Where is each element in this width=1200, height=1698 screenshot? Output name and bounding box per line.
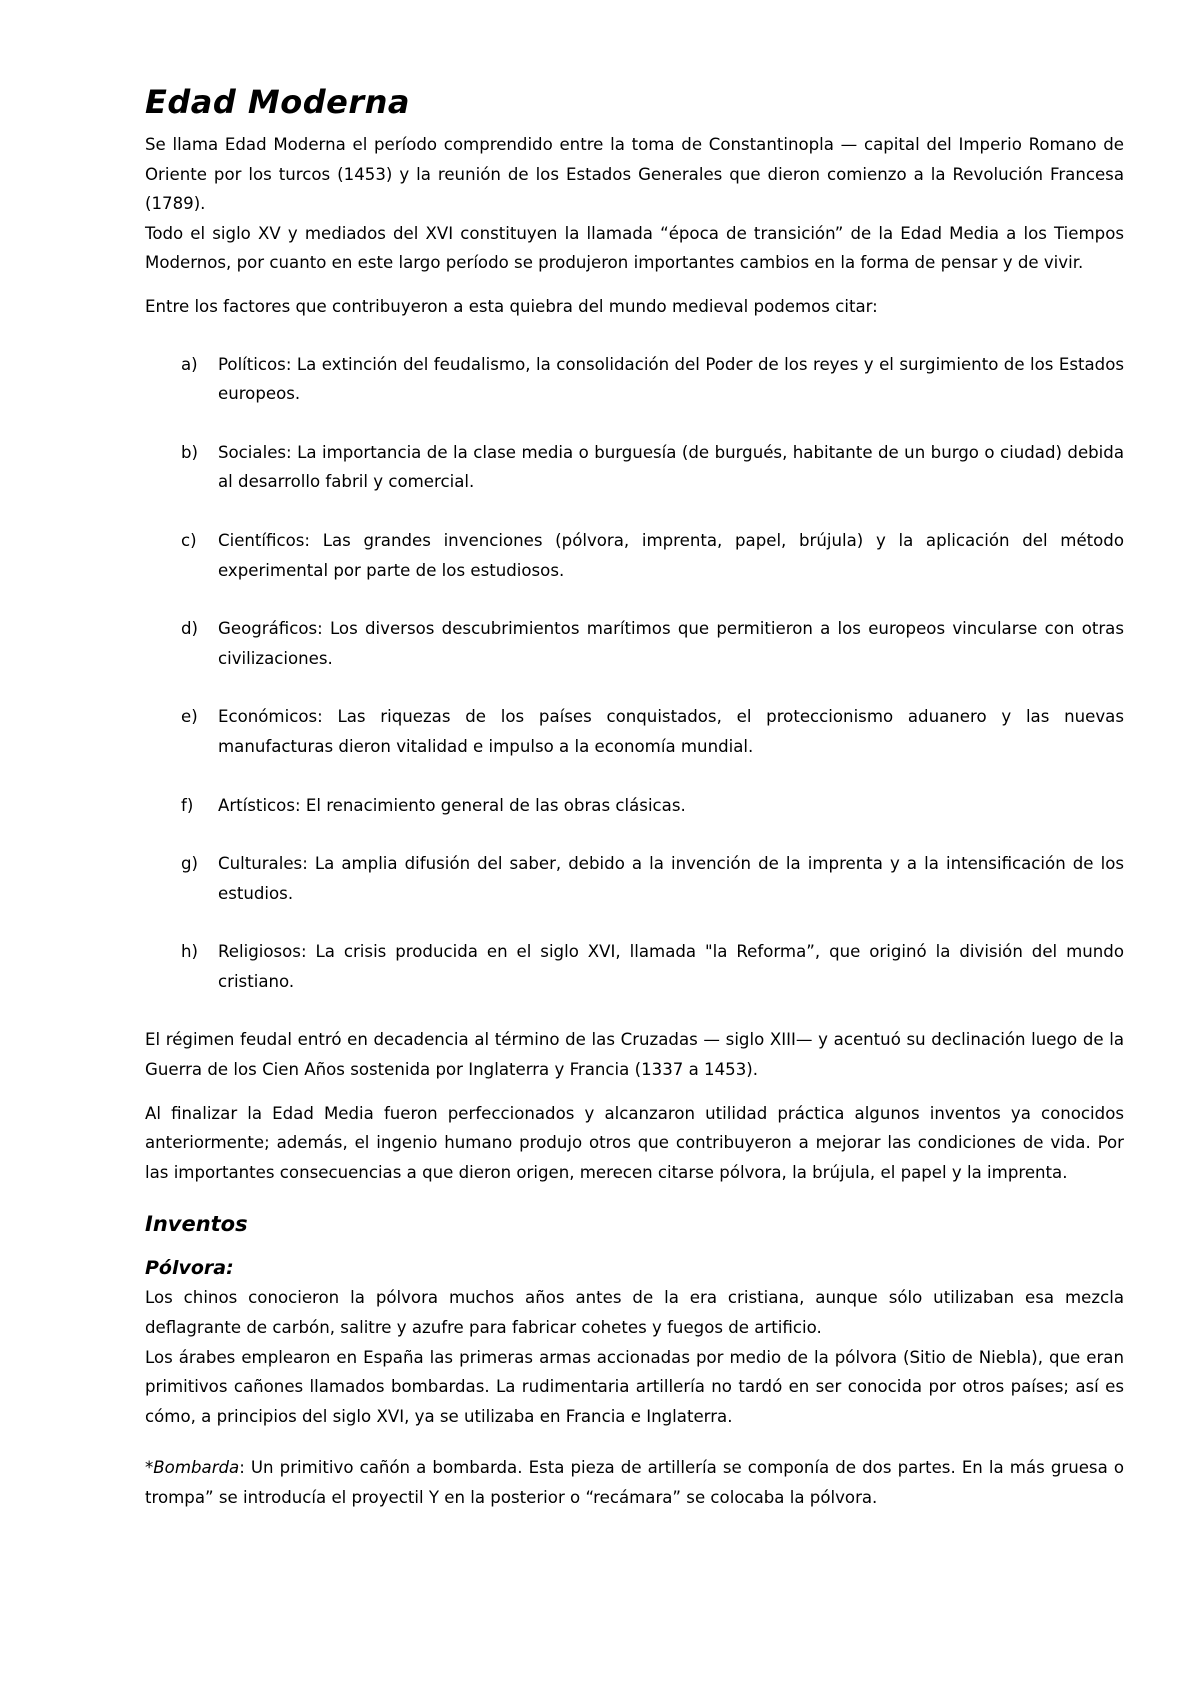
list-marker: h) (181, 942, 198, 962)
factor-text: Las grandes invenciones (pólvora, imprenta, papel, brújula) y la aplicación del método experimental por parte de los estudiosos. (218, 530, 1124, 580)
note-term: *Bombarda (145, 1458, 240, 1478)
factor-label: Sociales: (218, 442, 292, 462)
factor-label: Artísticos: (218, 795, 301, 815)
intro-paragraph-2: Todo el siglo XV y mediados del XVI constituyen la llamada “época de transición” de la Edad Media a los Tiempos Modernos, por cuanto en este largo período se produjeron importantes cambios en la forma de pensar y de vivir. (145, 223, 1124, 273)
list-marker: g) (181, 854, 199, 874)
inventions-paragraph: Al finalizar la Edad Media fueron perfeccionados y alcanzaron utilidad práctica algunos inventos ya conocidos anteriormente; además, el ingenio humano produjo otros que contribuyeron a mejorar las condiciones de vida. Por las importantes consecuencias a que dieron origen, merecen citarse pólvora, la brújula, el papel y la imprenta. (145, 1103, 1124, 1182)
note-text: : Un primitivo cañón a bombarda. Esta pieza de artillería se componía de dos partes. En la más gruesa o trompa” se introducía el proyectil Y en la posterior o “recámara” se colocaba la pólvora. (145, 1458, 1124, 1507)
feudal-paragraph: El régimen feudal entró en decadencia al término de las Cruzadas — siglo XIII— y acentuó su declinación luego de la Guerra de los Cien Años sostenida por Inglaterra y Francia (1337 a 1453). (145, 1030, 1124, 1080)
factor-label: Científicos: (218, 530, 311, 550)
page-title: Edad Moderna (145, 83, 410, 121)
list-item (145, 702, 1124, 761)
bombarda-note (145, 1453, 1124, 1512)
list-marker: a) (181, 354, 198, 374)
list-item (145, 937, 1124, 996)
section-heading-inventos: Inventos (145, 1212, 248, 1237)
factor-label: Religiosos: (218, 942, 307, 962)
intro-paragraph-1: Se llama Edad Moderna el período comprendido entre la toma de Constantinopla — capital del Imperio Romano de Oriente por los turcos (1453) y la reunión de los Estados Generales que dieron comienzo a la Revolución Francesa (1789). (145, 135, 1124, 214)
list-marker: f) (181, 795, 194, 815)
factor-text: El renacimiento general de las obras clásicas. (300, 795, 686, 815)
list-marker: c) (181, 530, 197, 550)
section-heading-polvora: Pólvora: (145, 1257, 234, 1280)
list-marker: b) (181, 442, 199, 462)
factor-text: Las riquezas de los países conquistados, el proteccionismo aduanero y las nuevas manufacturas dieron vitalidad e impulso a la economía mundial. (218, 707, 1124, 756)
list-item (145, 614, 1124, 673)
factors-list (145, 350, 1124, 997)
factor-text: La extinción del feudalismo, la consolidación del Poder de los reyes y el surgimiento de los Estados europeos. (218, 354, 1124, 404)
factor-text: Los diversos descubrimientos marítimos que permitieron a los europeos vincularse con otras civilizaciones. (218, 619, 1124, 668)
list-item (145, 526, 1124, 585)
factor-text: La importancia de la clase media o burguesía (de burgués, habitante de un burgo o ciudad) debida al desarrollo fabril y comercial. (218, 442, 1124, 492)
factor-text: La crisis producida en el siglo XVI, llamada "la Reforma”, que originó la división del mundo cristiano. (218, 942, 1124, 991)
list-marker: e) (181, 707, 198, 727)
factor-label: Geográficos: (218, 619, 323, 639)
list-item (145, 791, 1124, 821)
polvora-paragraph-1: Los chinos conocieron la pólvora muchos años antes de la era cristiana, aunque sólo utilizaban esa mezcla deflagrante de carbón, salitre y azufre para fabricar cohetes y fuegos de artificio. (145, 1288, 1124, 1338)
list-item (145, 849, 1124, 908)
factor-label: Culturales: (218, 854, 308, 874)
list-item (145, 350, 1124, 409)
list-marker: d) (181, 619, 199, 639)
factor-text: La amplia difusión del saber, debido a la invención de la imprenta y a la intensificación de los estudios. (218, 854, 1124, 903)
factors-intro: Entre los factores que contribuyeron a esta quiebra del mundo medieval podemos citar: (145, 296, 878, 316)
factor-label: Económicos: (218, 707, 323, 727)
list-item (145, 438, 1124, 497)
factor-label: Políticos: (218, 354, 292, 374)
polvora-paragraph-2: Los árabes emplearon en España las primeras armas accionadas por medio de la pólvora (Sitio de Niebla), que eran primitivos cañones llamados bombardas. La rudimentaria artillería no tardó en ser conocida por otros países; así es cómo, a principios del siglo XVI, ya se utilizaba en Francia e Inglaterra. (145, 1347, 1124, 1426)
